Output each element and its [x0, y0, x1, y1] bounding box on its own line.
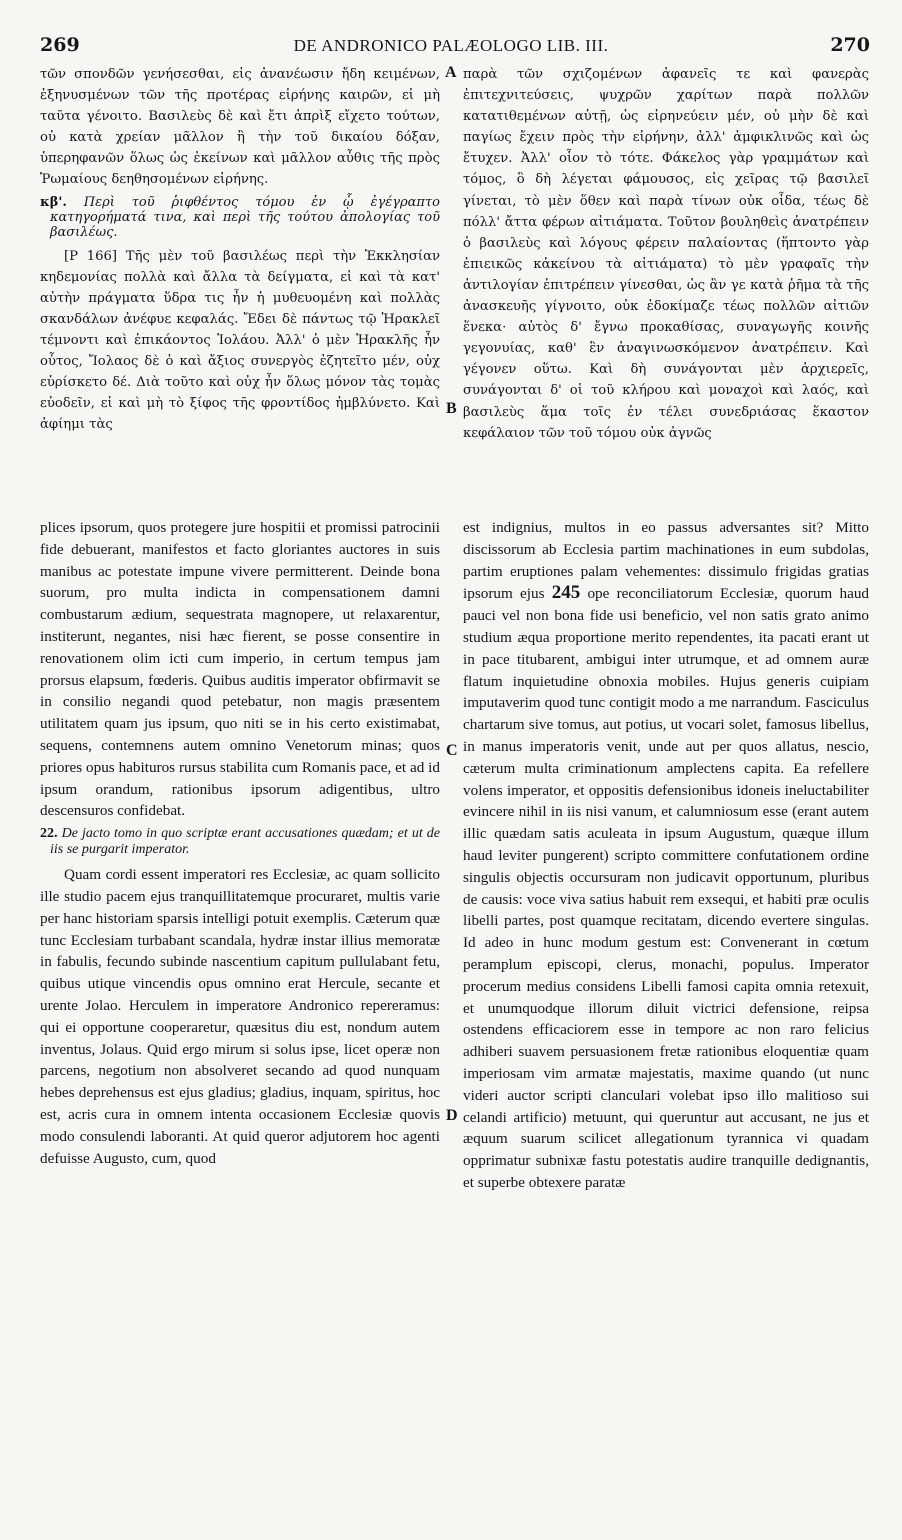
margin-mark-d: D [446, 1107, 458, 1124]
page-number-left: 269 [40, 34, 80, 56]
latin-chapter-title: De jacto tomo in quo scriptæ erant accusationes quædam; et ut de iis se purgarit imperator. [50, 826, 441, 858]
greek-chapter-title: Περὶ τοῦ ῥιφθέντος τόμου ἐν ᾧ ἐγέγραπτο κατηγορήματά τινα, καὶ περὶ τῆς τούτου ἀπολογίας τοῦ βασιλέως. [50, 194, 440, 240]
latin-column-right [463, 517, 869, 1194]
latin-column-left [40, 517, 440, 1169]
page-marker: 245 [551, 582, 581, 604]
greek-chapter-heading [40, 195, 440, 240]
greek-right-paragraph-1: παρὰ τῶν σχιζομένων ἀφανεῖς τε καὶ φανερὰς ἐπιτεχνιτεύσεις, ψυχρῶν χαρίτων παρὰ πολλῶν κατατιθεμένων αὐτῇ, ὡς εἰρηνεύειν μέν, οὐ μὴν δὲ καὶ παγίως ἔχειν πρὸς τὴν εἰρήνην, ἀλλ' ἀμφικλινῶς καὶ ὡς ἔτυχεν. Ἀλλ' οἷον τὸ τότε. Φάκελος γὰρ γραμμάτων καὶ τόμος, ὃ δὴ λέγεται φάμουσος, εἰς χεῖρας τῷ βασιλεῖ γίνεται, τὸ μὲν ὅθεν καὶ παρὰ τίνων οὐκ οἶδα, τέως δὲ πόλλ' ἄττα φέρων αἰτιάματα. Τοῦτον βουληθεὶς ἀνατρέπειν ὁ βασιλεὺς καὶ λόγους φέρειν παλαίοντας (ἥπτοντο γὰρ ἐπιεικῶς κἀκείνου τὰ αἰτιάματα) τὸ μὲν γραφαῖς τὴν ἀντιλογίαν ἐπιτρέπειν γίνεσθαι, ὡς ἂν γε κατὰ ῥῆμα τὰ τῆς ἀνασκευῆς γίγνοιτο, οὐκ ἐδοκίμαζε τέως πολλῶν αἰτιῶν ἕνεκα· αὐτὸς δ' ἔγνω προκαθίσας, συναγωγῆς κοινῆς γεγονυίας, καθ' ἓν ἀναγινωσκόμενον ἀνατρέπειν. Καὶ γέγονεν οὕτω. Καὶ δὴ συνάγονται μὲν ἀρχιερεῖς, συνάγονται δ' οἱ τοῦ κλήρου καὶ μοναχοὶ καὶ λαός, καὶ βασιλεὺς ἅμα τοῖς ἐν τέλει συνεδριάσας ἕκαστον κεφάλαιον τῶν τοῦ τόμου οὐκ ἀγνῶς [463, 67, 869, 441]
latin-chapter-number: 22. [40, 826, 58, 842]
latin-right-text-b: ope reconciliatorum Ecclesiæ, quorum haud pauci vel non bona fide usi beneficio, vel non satis grato animo studium æqua proportione merito rependentes, ita pacati erant ut in pace titubarent, ambigui inter utrumque, et ad omnem auræ flatum inquietudine obnoxia mobiles. Hujus generis cuipiam imputaverim quod tunc contigit modo a me narrandum. Fasciculus chartarum sive tomus, aut potius, ut vocari solet, famosus libellus, in manus imperatoris venit, unde aut per quos allatus, nescio, cæterum multa criminationum amplectens capita. Ea refellere volens imperator, et oppositis defensionibus idoneis ineluctabiliter evincere nihil in iis nisi vanum, et calumniosum esse (erant autem illic quædam satis aculeata in ipsum Augustum, quæque illum haud leviter pungerent) scripto committere confutationem ordine singulis objectis occursuram non judicavit opportunum, pluribus de causis: voce viva satius habuit rem exsequi, et habiti præ oculis libelli partes, post quamque recitatam, dicendo evertere singulas. Id adeo in hunc modum gestum est: Convenerant in cœtum peramplum episcopi, clerus, monachi, populus. Imperator procerum medius considens Libelli famosi capita omnia retexuit, et unumquodque illorum diluit victrici defensione, reipsa ostendens efficaciorem esse in tempore ac non raro felicius adhiberi suavem persuasionem fretæ rationibus eloquentiæ quam imperiosam vim armatæ majestatis, maxime quando (ut nunc videri auctor scripti clanculari volebat ipso illo malitioso sui celandi artificio) metuunt, qui queruntur aut accusant, ne jus et æquum suarum scilicet allegationum tyrannica vi quadam opprimatur subnixæ fastu potestatis audire tranquille dedignantis, et superbe obtexere paratæ [463, 585, 869, 1191]
greek-column-left [40, 64, 440, 435]
margin-mark-c: C [446, 742, 458, 759]
latin-chapter-heading [40, 826, 440, 858]
latin-right-text-a: est indignius, multos in eo passus adversantes sit? Mitto discissorum ab Ecclesia partim machinationes in eum subdolas, partim eruptiones palam vehementes: dissimulo frigidas gratias ipsorum ejus [463, 519, 869, 603]
margin-mark-b: B [446, 400, 457, 417]
running-title: DE ANDRONICO PALÆOLOGO LIB. III. [293, 36, 609, 55]
margin-mark-a: A [445, 64, 457, 81]
latin-left-paragraph-2: Quam cordi essent imperatori res Ecclesiæ, ac quam sollicito ille studio pacem ejus tranquillitatemque procuraret, multis varie per hanc historiam sparsis intelligi potuit exemplis. Cæterum quæ tunc Ecclesiam turbabant scandala, hydræ instar illius memoratæ in fabulis, fecundo subinde nascentium capitum pullulabant fetu, quibus utique vincendis opus omnino erat Hercule, secante et urente Jolao. Herculem in imperatore Andronico repereramus: qui ei opportune cooperaretur, quæsitus diu est, nondum autem inventus, Jolaus. Quid ergo mirum si solus ipse, licet operæ non parcens, negotium non absolveret secando ad quod nunquam hebes deprehensus est ejus gladius; gladius, inquam, spiritus, hoc est, acris cura in omnem intenta occasionem Ecclesiæ quovis modo consulendi laboranti. At quid queror adjutorem hoc agenti defuisse Augusto, cum, quod [40, 866, 440, 1167]
page-number-right: 270 [830, 34, 870, 56]
greek-chapter-number: κβ'. [40, 194, 67, 210]
greek-left-paragraph-1: τῶν σπονδῶν γενήσεσθαι, εἰς ἀνανέωσιν ἤδη κειμένων, ἐξηνυσμένων τῶν τῆς προτέρας εἰρήνης καιρῶν, εἰ μὴ ταῦτα γένοιτο. Βασιλεὺς δὲ καὶ ἔτι ἀπρὶξ εἴχετο τούτων, οὐ κατὰ χρείαν μᾶλλον ἢ τὴν τοῦ δικαίου δόξαν, ὑπερηφανῶν ὅλως ὡς ἐκείνων καὶ μᾶλλον αὖθις τῆς πρὸς Ῥωμαίους δεηθησομένων εἰρήνης. [40, 67, 440, 188]
greek-left-paragraph-2: [P 166] Τῆς μὲν τοῦ βασιλέως περὶ τὴν Ἐκκλησίαν κηδεμονίας πολλὰ καὶ ἄλλα τὰ δείγματα, εἰ καὶ τὰ κατ' αὐτὴν πράγματα ὕδρα τις ἦν ἡ μυθευομένη καὶ πολλὰς σκανδάλων ἀνέφυε κεφαλάς. Ἔδει δὲ πάντως τῷ Ἡρακλεῖ τέμνοντι καὶ ἐπικάοντος Ἰολάου. Ἀλλ' ὁ μὲν Ἡρακλῆς ἦν οὗτος, Ἴολαος δὲ ὁ καὶ ἄξιος συνεργὸς ἐζητεῖτο μέν, οὐχ εὑρίσκετο δέ. Διὰ τοῦτο καὶ οὐχ ἦν ὅλως μόνον τὰς τομὰς εὐοδεῖν, εἰ καὶ μὴ τὸ ξίφος τῆς φροντίδος ἠμβλύνετο. Καὶ ἀφίημι τὰς [40, 248, 440, 433]
latin-left-paragraph-1: plices ipsorum, quos protegere jure hospitii et promissi patrocinii fide debuerant, manifestos et facto gloriantes auctores in suis manibus ac potestate impune vivere permitterent. Deinde bona suorum, pro multa indicta in compensationem damni combustarum ædium, sequestrata magnopere, ut relaxarentur, institerunt, negantes, nisi hæc fierent, se posse consentire in renovationem olim icti cum imperio, in certum tempus jam prorsus elapsum, fœderis. Quibus auditis imperator obfirmavit se in consilio negandi quod petebatur, non magis præsentem utilitatem quam jus ipsum, quo niti se in his certo existimabat, sequens, contemnens autem omnino Venetorum minas; quos priores opus habituros rursus stabilita cum Romanis pace, et ad id ipsum orandum, rationibus ipsorum adigentibus, ultro descensuros confidebat. [40, 519, 440, 820]
running-header [0, 34, 902, 64]
latin-right-paragraph-1 [463, 517, 869, 1194]
greek-column-right [463, 64, 869, 444]
